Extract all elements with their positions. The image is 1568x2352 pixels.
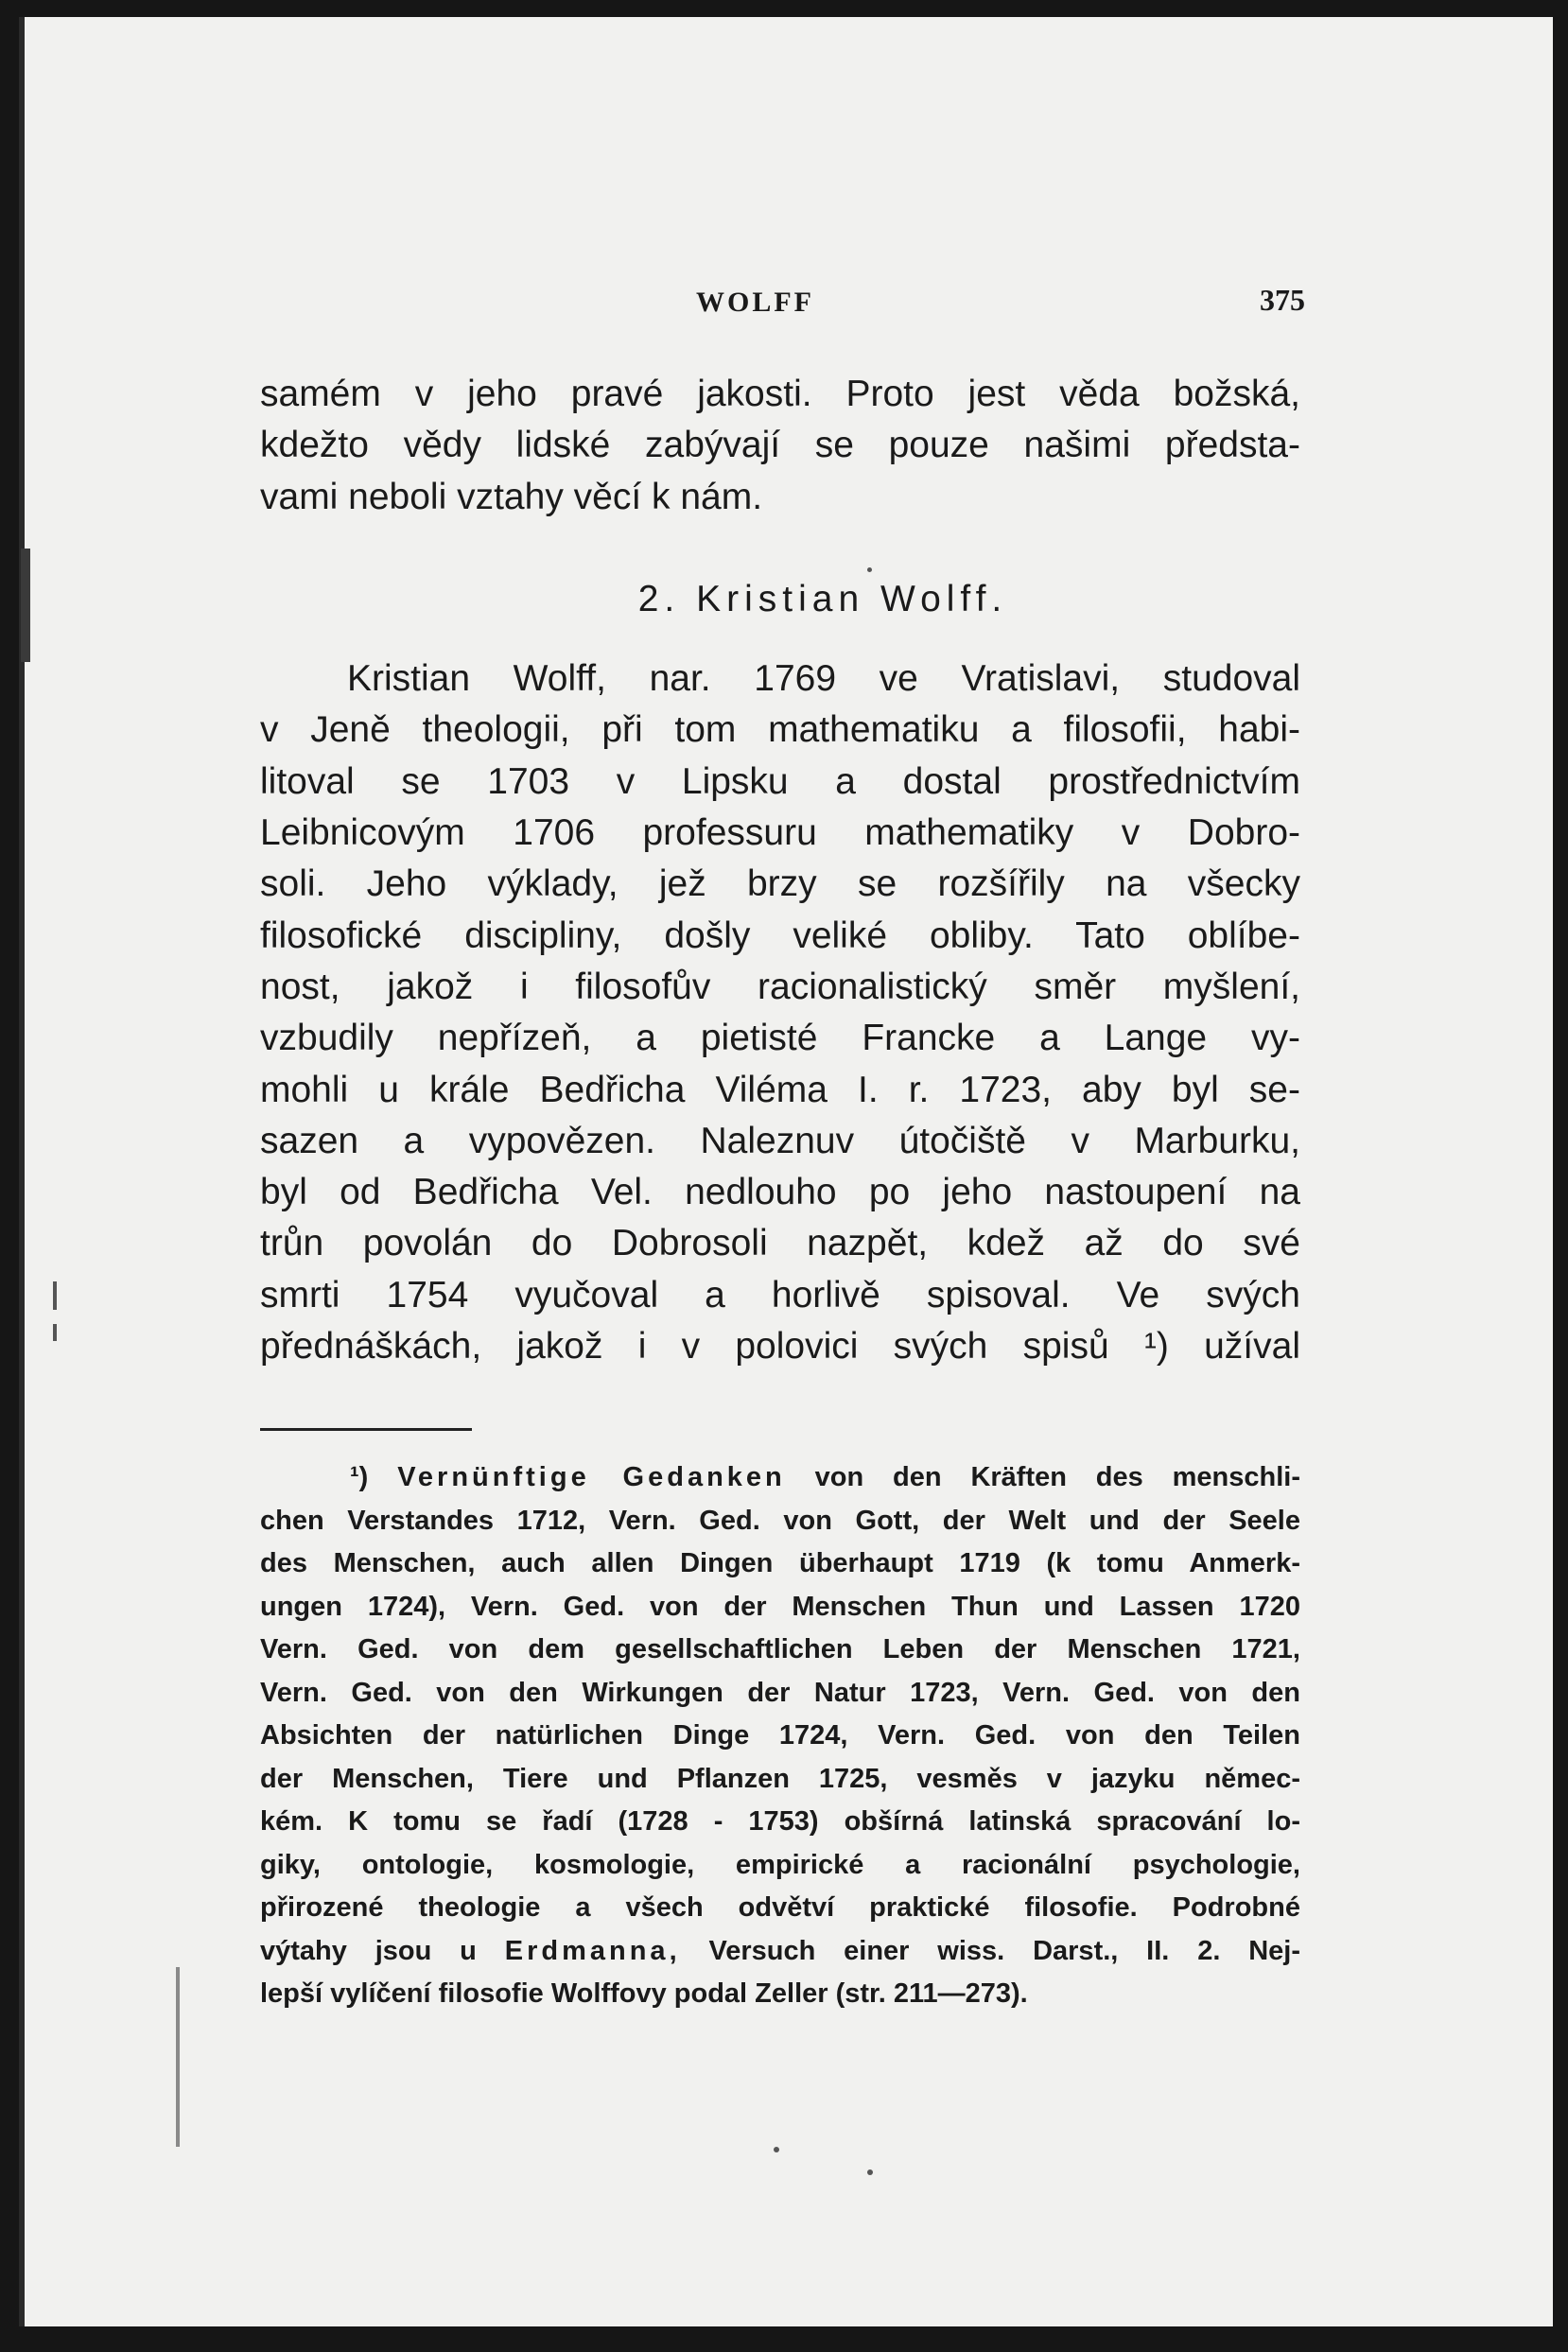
page-header <box>246 279 1305 326</box>
footnote-line <box>260 1930 1300 1974</box>
text-line: Leibnicovým 1706 professuru mathematiky v Dobro- <box>260 812 1300 854</box>
text-line: trůn povolán do Dobrosoli nazpět, kdež až do své <box>260 1223 1300 1264</box>
text-line: v Jeně theologii, při tom mathematiku a filosofii, habi- <box>260 709 1300 751</box>
footnote-line: giky, ontologie, kosmologie, empirické a racionální psychologie, <box>260 1849 1300 1880</box>
footnote-marker: ¹) <box>350 1462 369 1492</box>
scan-mark <box>21 549 30 662</box>
footnote-line: chen Verstandes 1712, Vern. Ged. von Gott, der Welt und der Seele <box>260 1505 1300 1536</box>
body-text <box>260 369 1300 1372</box>
footnote-text: výtahy jsou u <box>260 1935 477 1966</box>
page-gutter-edge <box>19 17 25 2326</box>
scan-mark <box>867 2169 873 2175</box>
text-line: kdežto vědy lidské zabývají se pouze našimi předsta- <box>260 425 1300 466</box>
footnote-line: Absichten der natürlichen Dinge 1724, Vern. Ged. von den Teilen <box>260 1720 1300 1751</box>
text-line: sazen a vypovězen. Naleznuv útočiště v Marburku, <box>260 1120 1300 1161</box>
footnote-line: der Menschen, Tiere und Pflanzen 1725, vesměs v jazyku němec- <box>260 1763 1300 1794</box>
text-line: přednáškách, jakož i v polovici svých spisů ¹) užíval <box>260 1326 1300 1368</box>
scan-mark <box>867 567 872 572</box>
text-line: soli. Jeho výklady, jež brzy se rozšířily na všecky <box>260 863 1300 905</box>
text-line: filosofické discipliny, došly veliké obliby. Tato oblíbe- <box>260 915 1300 956</box>
text-line: vami neboli vztahy věcí k nám. <box>260 476 763 517</box>
scan-mark <box>53 1281 57 1310</box>
scan-mark <box>176 1967 180 2147</box>
footnote-author: Erdmanna, <box>504 1935 681 1966</box>
footnote-rule <box>260 1428 472 1431</box>
text-line: smrti 1754 vyučoval a horlivě spisoval. Ve svých <box>260 1274 1300 1315</box>
footnote-line: ungen 1724), Vern. Ged. von der Menschen Thun und Lassen 1720 <box>260 1591 1300 1622</box>
footnote-line: kém. K tomu se řadí (1728 - 1753) obšírná latinská spracování lo- <box>260 1806 1300 1837</box>
footnote-line: lepší vylíčení filosofie Wolffovy podal Zeller (str. 211—273). <box>260 1978 1028 2009</box>
footnote <box>260 1456 1300 2016</box>
section-heading: 2. Kristian Wolff. <box>637 578 1008 619</box>
text-line: mohli u krále Bedřicha Viléma I. r. 1723, aby byl se- <box>260 1069 1300 1110</box>
footnote-line: Vern. Ged. von den Wirkungen der Natur 1723, Vern. Ged. von den <box>260 1677 1300 1708</box>
text-line: vzbudily nepřízeň, a pietisté Francke a Lange vy- <box>260 1018 1300 1059</box>
footnote-line: des Menschen, auch allen Dingen überhaupt 1719 (k tomu Anmerk- <box>260 1548 1300 1578</box>
footnote-line: přirozené theologie a všech odvětví praktické filosofie. Podrobné <box>260 1892 1300 1923</box>
running-head: WOLFF <box>696 287 814 318</box>
text-line: Kristian Wolff, nar. 1769 ve Vratislavi, studoval <box>347 658 1300 700</box>
text-line: nost, jakož i filosofův racionalistický směr myšlení, <box>260 966 1300 1007</box>
scan-mark <box>53 1324 57 1341</box>
scan-mark <box>774 2147 779 2152</box>
footnote-line: Vern. Ged. von dem gesellschaftlichen Leben der Menschen 1721, <box>260 1634 1300 1664</box>
page-number: 375 <box>1260 283 1305 317</box>
footnote-spaced-title: Vernünftige Gedanken <box>397 1462 786 1492</box>
text-line: samém v jeho pravé jakosti. Proto jest věda božská, <box>260 374 1300 414</box>
footnote-text: von den Kräften des menschli- <box>814 1462 1300 1492</box>
text-line: byl od Bedřicha Vel. nedlouho po jeho nastoupení na <box>260 1172 1300 1213</box>
footnote-line <box>260 1456 1300 1500</box>
footnote-text: Versuch einer wiss. Darst., II. 2. Nej- <box>708 1935 1301 1966</box>
text-line: litoval se 1703 v Lipsku a dostal prostřednictvím <box>260 760 1300 802</box>
